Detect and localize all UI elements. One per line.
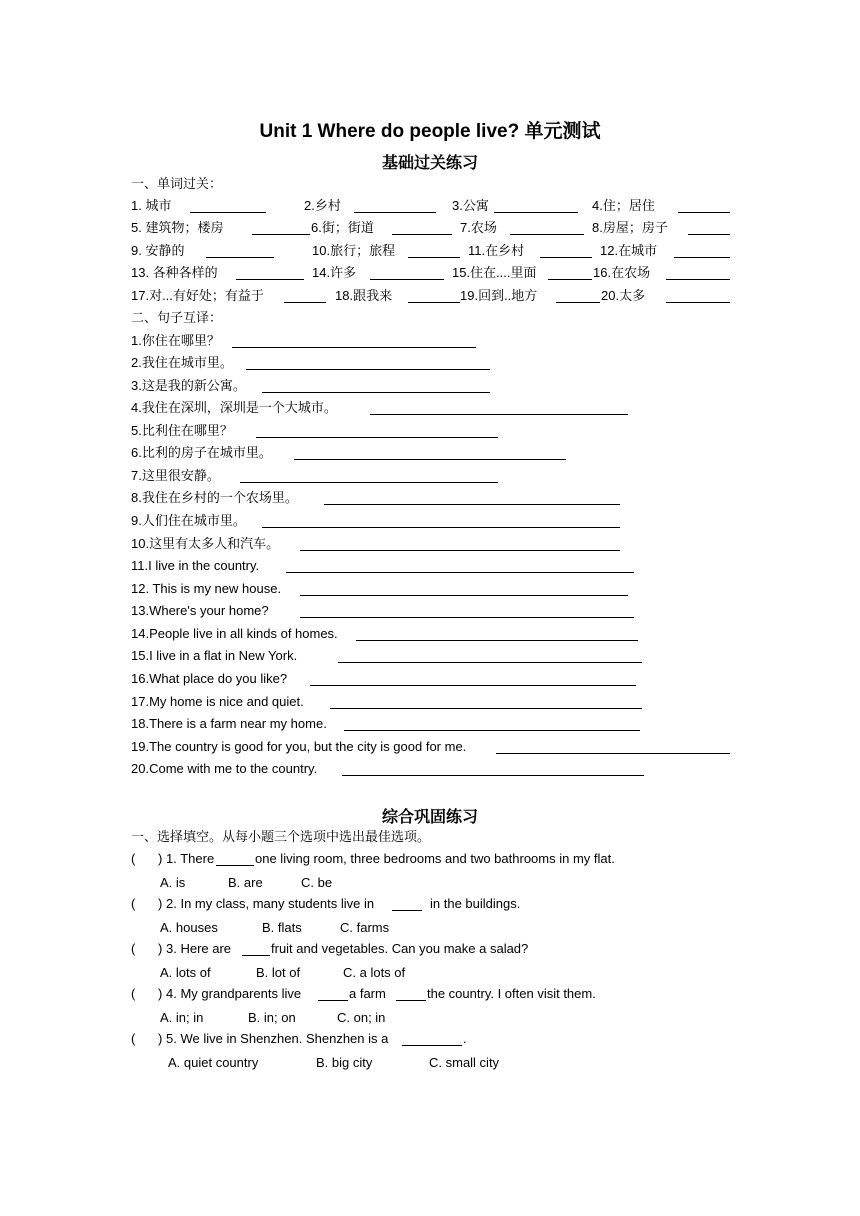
vocab-blank[interactable] [370,265,444,280]
option-a[interactable]: A. houses [160,920,218,935]
vocab-item: 16.在农场 [593,265,651,280]
vocab-blank[interactable] [392,220,452,235]
option-c[interactable]: C. small city [429,1055,500,1070]
vocab-item: 5. 建筑物；楼房 [131,220,224,235]
answer-line[interactable] [342,761,644,776]
option-c[interactable]: C. farms [340,920,390,935]
vocab-blank[interactable] [284,288,326,303]
vocab-blank[interactable] [678,198,730,213]
sentence-prompt: 19.The country is good for you, but the city is good for me. [131,739,467,754]
vocab-blank[interactable] [556,288,600,303]
sentence-prompt: 11.I live in the country. [131,558,260,573]
sentence-prompt: 17.My home is nice and quiet. [131,694,304,709]
option-b[interactable]: B. are [228,875,263,890]
vocab-item: 18.跟我来 [335,288,393,303]
answer-paren-close: ) [158,851,163,866]
question-blank[interactable] [402,1031,462,1046]
vocab-blank[interactable] [674,243,730,258]
vocab-item: 8.房屋；房子 [592,220,668,235]
sentence-prompt: 4.我住在深圳，深圳是一个大城市。 [131,400,337,415]
sentence-prompt: 12. This is my new house. [131,581,282,596]
answer-paren-open[interactable]: ( [131,986,136,1001]
vocab-item: 6.街；街道 [311,220,374,235]
answer-line[interactable] [232,333,476,348]
sentence-prompt: 13.Where's your home? [131,603,269,618]
question-stem-rest: the country. I often visit them. [427,986,596,1001]
vocab-blank[interactable] [354,198,436,213]
answer-line[interactable] [240,468,498,483]
vocab-blank[interactable] [666,265,730,280]
vocab-item: 20.太多 [601,288,646,303]
option-b[interactable]: B. in; on [248,1010,296,1025]
answer-line[interactable] [370,400,628,415]
question-blank[interactable] [392,896,422,911]
translation-section-title: 二、句子互译： [131,310,223,325]
answer-paren-open[interactable]: ( [131,1031,136,1046]
answer-paren-open[interactable]: ( [131,851,136,866]
question-blank[interactable] [242,941,270,956]
vocab-item: 4.住；居住 [592,198,655,213]
sentence-prompt: 7.这里很安静。 [131,468,220,483]
question-stem-rest: in the buildings. [430,896,521,911]
option-b[interactable]: B. flats [262,920,302,935]
vocab-item: 2.乡村 [304,198,341,213]
answer-line[interactable] [262,513,620,528]
sentence-prompt: 18.There is a farm near my home. [131,716,327,731]
vocab-item: 11.在乡村 [468,243,525,258]
sentence-prompt: 9.人们住在城市里。 [131,513,246,528]
sentence-prompt: 14.People live in all kinds of homes. [131,626,338,641]
vocab-section-title: 一、单词过关： [131,176,223,191]
sentence-prompt: 8.我住在乡村的一个农场里。 [131,490,298,505]
sentence-prompt: 20.Come with me to the country. [131,761,318,776]
answer-line[interactable] [300,536,620,551]
answer-line[interactable] [324,490,620,505]
option-c[interactable]: C. on; in [337,1010,386,1025]
answer-line[interactable] [330,694,642,709]
section-comp-heading: 综合巩固练习 [381,809,478,826]
page-title: Unit 1 Where do people live? 单元测试 [259,121,601,142]
question-stem: 4. My grandparents live [166,986,302,1001]
question-stem-rest: fruit and vegetables. Can you make a salad? [271,941,529,956]
sentence-prompt: 6.比利的房子在城市里。 [131,445,272,460]
vocab-item: 15.住在....里面 [452,265,537,280]
answer-line[interactable] [344,716,640,731]
answer-line[interactable] [294,445,566,460]
option-c[interactable]: C. be [301,875,333,890]
vocab-blank[interactable] [252,220,310,235]
question-stem: 1. There [166,851,215,866]
vocab-blank[interactable] [688,220,730,235]
answer-line[interactable] [262,378,490,393]
vocab-blank[interactable] [206,243,274,258]
option-a[interactable]: A. quiet country [168,1055,259,1070]
question-stem-mid: a farm [349,986,386,1001]
question-stem: 2. In my class, many students live in [166,896,375,911]
vocab-blank[interactable] [408,288,460,303]
answer-line[interactable] [286,558,634,573]
answer-line[interactable] [356,626,638,641]
answer-line[interactable] [246,355,490,370]
answer-line[interactable] [496,739,730,754]
question-stem: 3. Here are [166,941,232,956]
option-c[interactable]: C. a lots of [343,965,406,980]
vocab-item: 3.公寓 [452,198,489,213]
vocab-blank[interactable] [190,198,266,213]
answer-paren-close: ) [158,1031,163,1046]
choice-section-title: 一、选择填空。从每小题三个选项中选出最佳选项。 [131,829,431,844]
vocab-item: 14.许多 [312,265,357,280]
vocab-blank[interactable] [540,243,592,258]
sentence-prompt: 16.What place do you like? [131,671,288,686]
sentence-prompt: 2.我住在城市里。 [131,355,233,370]
question-stem-rest: . [463,1031,467,1046]
vocab-blank[interactable] [494,198,578,213]
question-stem: 5. We live in Shenzhen. Shenzhen is a [166,1031,389,1046]
section-basic-heading: 基础过关练习 [381,155,478,172]
answer-line[interactable] [338,648,642,663]
vocab-blank[interactable] [666,288,730,303]
answer-paren-close: ) [158,896,163,911]
question-blank[interactable] [216,851,254,866]
answer-line[interactable] [300,603,634,618]
sentence-prompt: 10.这里有太多人和汽车。 [131,536,280,551]
sentence-prompt: 15.I live in a flat in New York. [131,648,298,663]
answer-line[interactable] [300,581,628,596]
question-blank[interactable] [396,986,426,1001]
answer-paren-open[interactable]: ( [131,896,136,911]
answer-line[interactable] [310,671,636,686]
sentence-prompt: 5.比利住在哪里？ [131,423,233,438]
vocab-item: 13. 各种各样的 [131,265,218,280]
question-stem-rest: one living room, three bedrooms and two bathrooms in my flat. [255,851,615,866]
answer-line[interactable] [256,423,498,438]
option-a[interactable]: A. is [160,875,186,890]
answer-paren-open[interactable]: ( [131,941,136,956]
vocab-item: 10.旅行；旅程 [312,243,396,258]
question-blank[interactable] [318,986,348,1001]
option-b[interactable]: B. big city [316,1055,373,1070]
option-b[interactable]: B. lot of [256,965,301,980]
answer-paren-close: ) [158,941,163,956]
vocab-item: 1. 城市 [131,198,172,213]
option-a[interactable]: A. lots of [160,965,211,980]
vocab-blank[interactable] [510,220,584,235]
vocab-item: 19.回到..地方 [460,288,538,303]
vocab-item: 7.农场 [460,220,497,235]
vocab-blank[interactable] [408,243,460,258]
answer-paren-close: ) [158,986,163,1001]
option-a[interactable]: A. in; in [160,1010,204,1025]
sentence-prompt: 3.这是我的新公寓。 [131,378,246,393]
sentence-prompt: 1.你住在哪里？ [131,333,220,348]
vocab-blank[interactable] [548,265,592,280]
vocab-item: 17.对...有好处；有益于 [131,288,264,303]
vocab-item: 12.在城市 [600,243,658,258]
vocab-item: 9. 安静的 [131,243,185,258]
vocab-blank[interactable] [236,265,304,280]
